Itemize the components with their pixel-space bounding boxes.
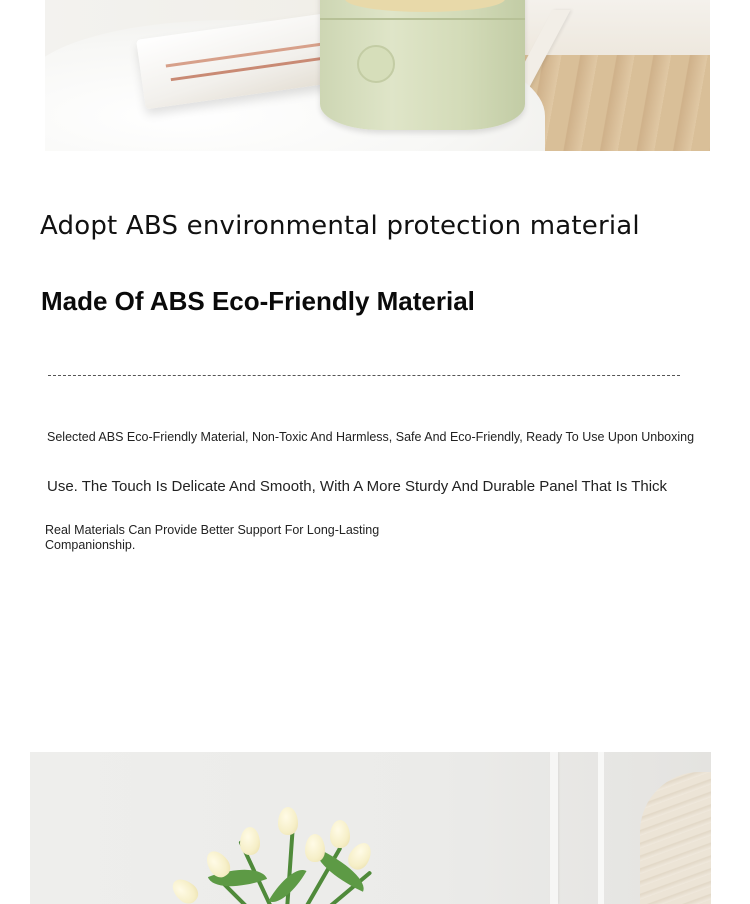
description-paragraph-1: Selected ABS Eco-Friendly Material, Non-Toxic And Harmless, Safe And Eco-Friendly, Ready To Use Upon Unboxing	[47, 430, 695, 444]
lifestyle-photo-tulips	[30, 752, 711, 904]
photo-window-frame	[598, 752, 604, 904]
section-heading-secondary: Made Of ABS Eco-Friendly Material	[41, 286, 475, 316]
photo-person-sweater	[640, 772, 711, 904]
dashed-divider	[48, 375, 680, 376]
photo-tulip-flower	[240, 827, 260, 855]
photo-cabinet-seam	[320, 18, 525, 20]
photo-window-frame	[550, 752, 558, 904]
photo-tulip-flower	[305, 834, 325, 862]
photo-tulip-flower	[330, 820, 350, 848]
product-photo-nightstand	[45, 0, 710, 151]
description-paragraph-3: Real Materials Can Provide Better Support For Long-Lasting Companionship.	[45, 523, 380, 552]
section-heading-primary: Adopt ABS environmental protection material	[40, 211, 640, 241]
photo-tulip-flower	[168, 874, 202, 904]
description-paragraph-2: Use. The Touch Is Delicate And Smooth, With A More Sturdy And Durable Panel That Is Thick	[47, 478, 668, 495]
photo-cabinet-knob	[357, 45, 395, 83]
photo-tulip-flower	[278, 807, 298, 835]
